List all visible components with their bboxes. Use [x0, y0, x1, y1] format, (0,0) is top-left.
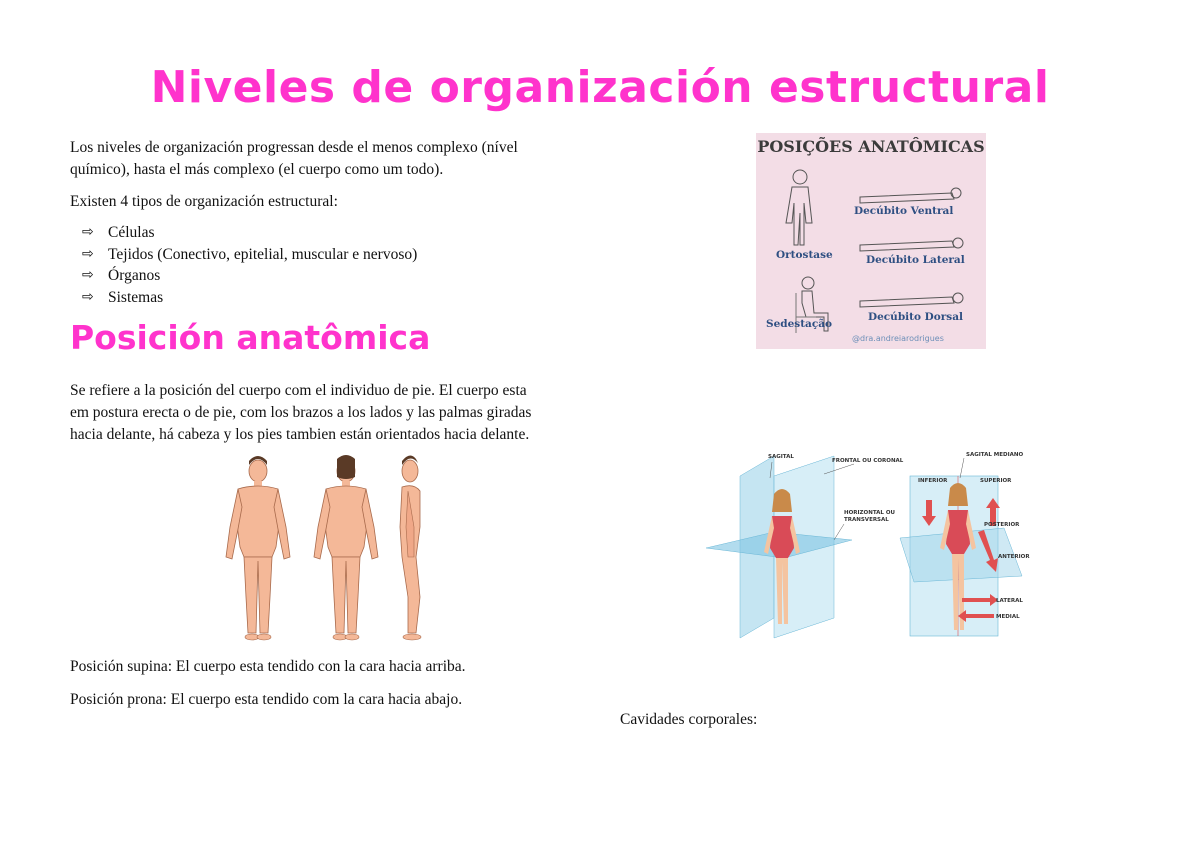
sagital-mediano-label: SAGITAL MEDIANO: [966, 452, 1024, 458]
card-title: POSIÇÕES ANATÔMICAS: [757, 137, 985, 156]
anatomical-position-description: Se refiere a la posición del cuerpo com el individuo de pie. El cuerpo esta em postura erecta o de pie, com los brazos a los lados y las palmas giradas hacia delante, há cabeza y los pies tambien están orientados hacia delante.: [70, 382, 532, 443]
supine-position-text: Posición supina: El cuerpo esta tendido con la cara hacia arriba.: [70, 658, 466, 675]
organization-types-list: [82, 222, 417, 308]
list-item: ⇨ Órganos: [82, 265, 417, 287]
lying-lateral-icon: [860, 238, 963, 251]
front-view-figure: [226, 456, 290, 640]
anatomical-planes-image: [704, 448, 1044, 648]
right-arrow-outline-icon: ⇨: [82, 288, 94, 305]
sedestacao-label: Sedestação: [766, 318, 833, 330]
decubito-lateral-label: Decúbito Lateral: [866, 254, 965, 266]
prone-position-text: Posición prona: El cuerpo esta tendido com la cara hacia abajo.: [70, 691, 463, 708]
side-view-figure: [400, 455, 421, 640]
page-title: Niveles de organización estructural: [150, 62, 1050, 113]
list-item: ⇨ Tejidos (Conectivo, epitelial, muscular e nervoso): [82, 244, 417, 266]
superior-label: SUPERIOR: [980, 478, 1012, 484]
image-credit: @dra.andreiarodrigues: [852, 334, 944, 343]
posterior-label: POSTERIOR: [984, 522, 1020, 528]
standing-figure-icon: [786, 170, 812, 245]
right-arrow-outline-icon: ⇨: [82, 267, 94, 283]
decubito-ventral-label: Decúbito Ventral: [854, 205, 954, 217]
intro-line: Los niveles de organización progressan desde el menos complexo (nível: [70, 139, 518, 156]
lying-dorsal-icon: [860, 293, 963, 307]
intro-paragraph: [70, 137, 518, 181]
anatomical-positions-image: [756, 133, 986, 349]
section-heading: Posición anatômica: [70, 318, 431, 357]
sagital-label: SAGITAL: [768, 454, 794, 460]
list-item: ⇨ Células: [82, 222, 417, 244]
body-cavities-text: Cavidades corporales:: [620, 711, 758, 728]
horizontal-label: HORIZONTAL OU: [844, 510, 895, 516]
lateral-label: LATERAL: [996, 598, 1023, 604]
types-intro: Existen 4 tipos de organización estructural:: [70, 193, 338, 210]
frontal-label: FRONTAL OU CORONAL: [832, 458, 904, 464]
back-view-figure: [314, 455, 378, 640]
medial-label: MEDIAL: [996, 614, 1020, 620]
transversal-label: TRANSVERSAL: [844, 517, 889, 523]
right-arrow-outline-icon: ⇨: [82, 245, 94, 262]
anterior-label: ANTERIOR: [998, 554, 1030, 560]
decubito-dorsal-label: Decúbito Dorsal: [868, 311, 963, 323]
intro-line: químico), hasta el más complexo (el cuerpo como um todo).: [70, 161, 444, 178]
right-arrow-outline-icon: ⇨: [82, 224, 94, 240]
list-item: ⇨ Sistemas: [82, 287, 417, 309]
lying-ventral-icon: [860, 188, 961, 203]
inferior-label: INFERIOR: [918, 478, 948, 484]
ortostase-label: Ortostase: [776, 249, 833, 261]
anatomical-position-figures: [210, 455, 440, 645]
